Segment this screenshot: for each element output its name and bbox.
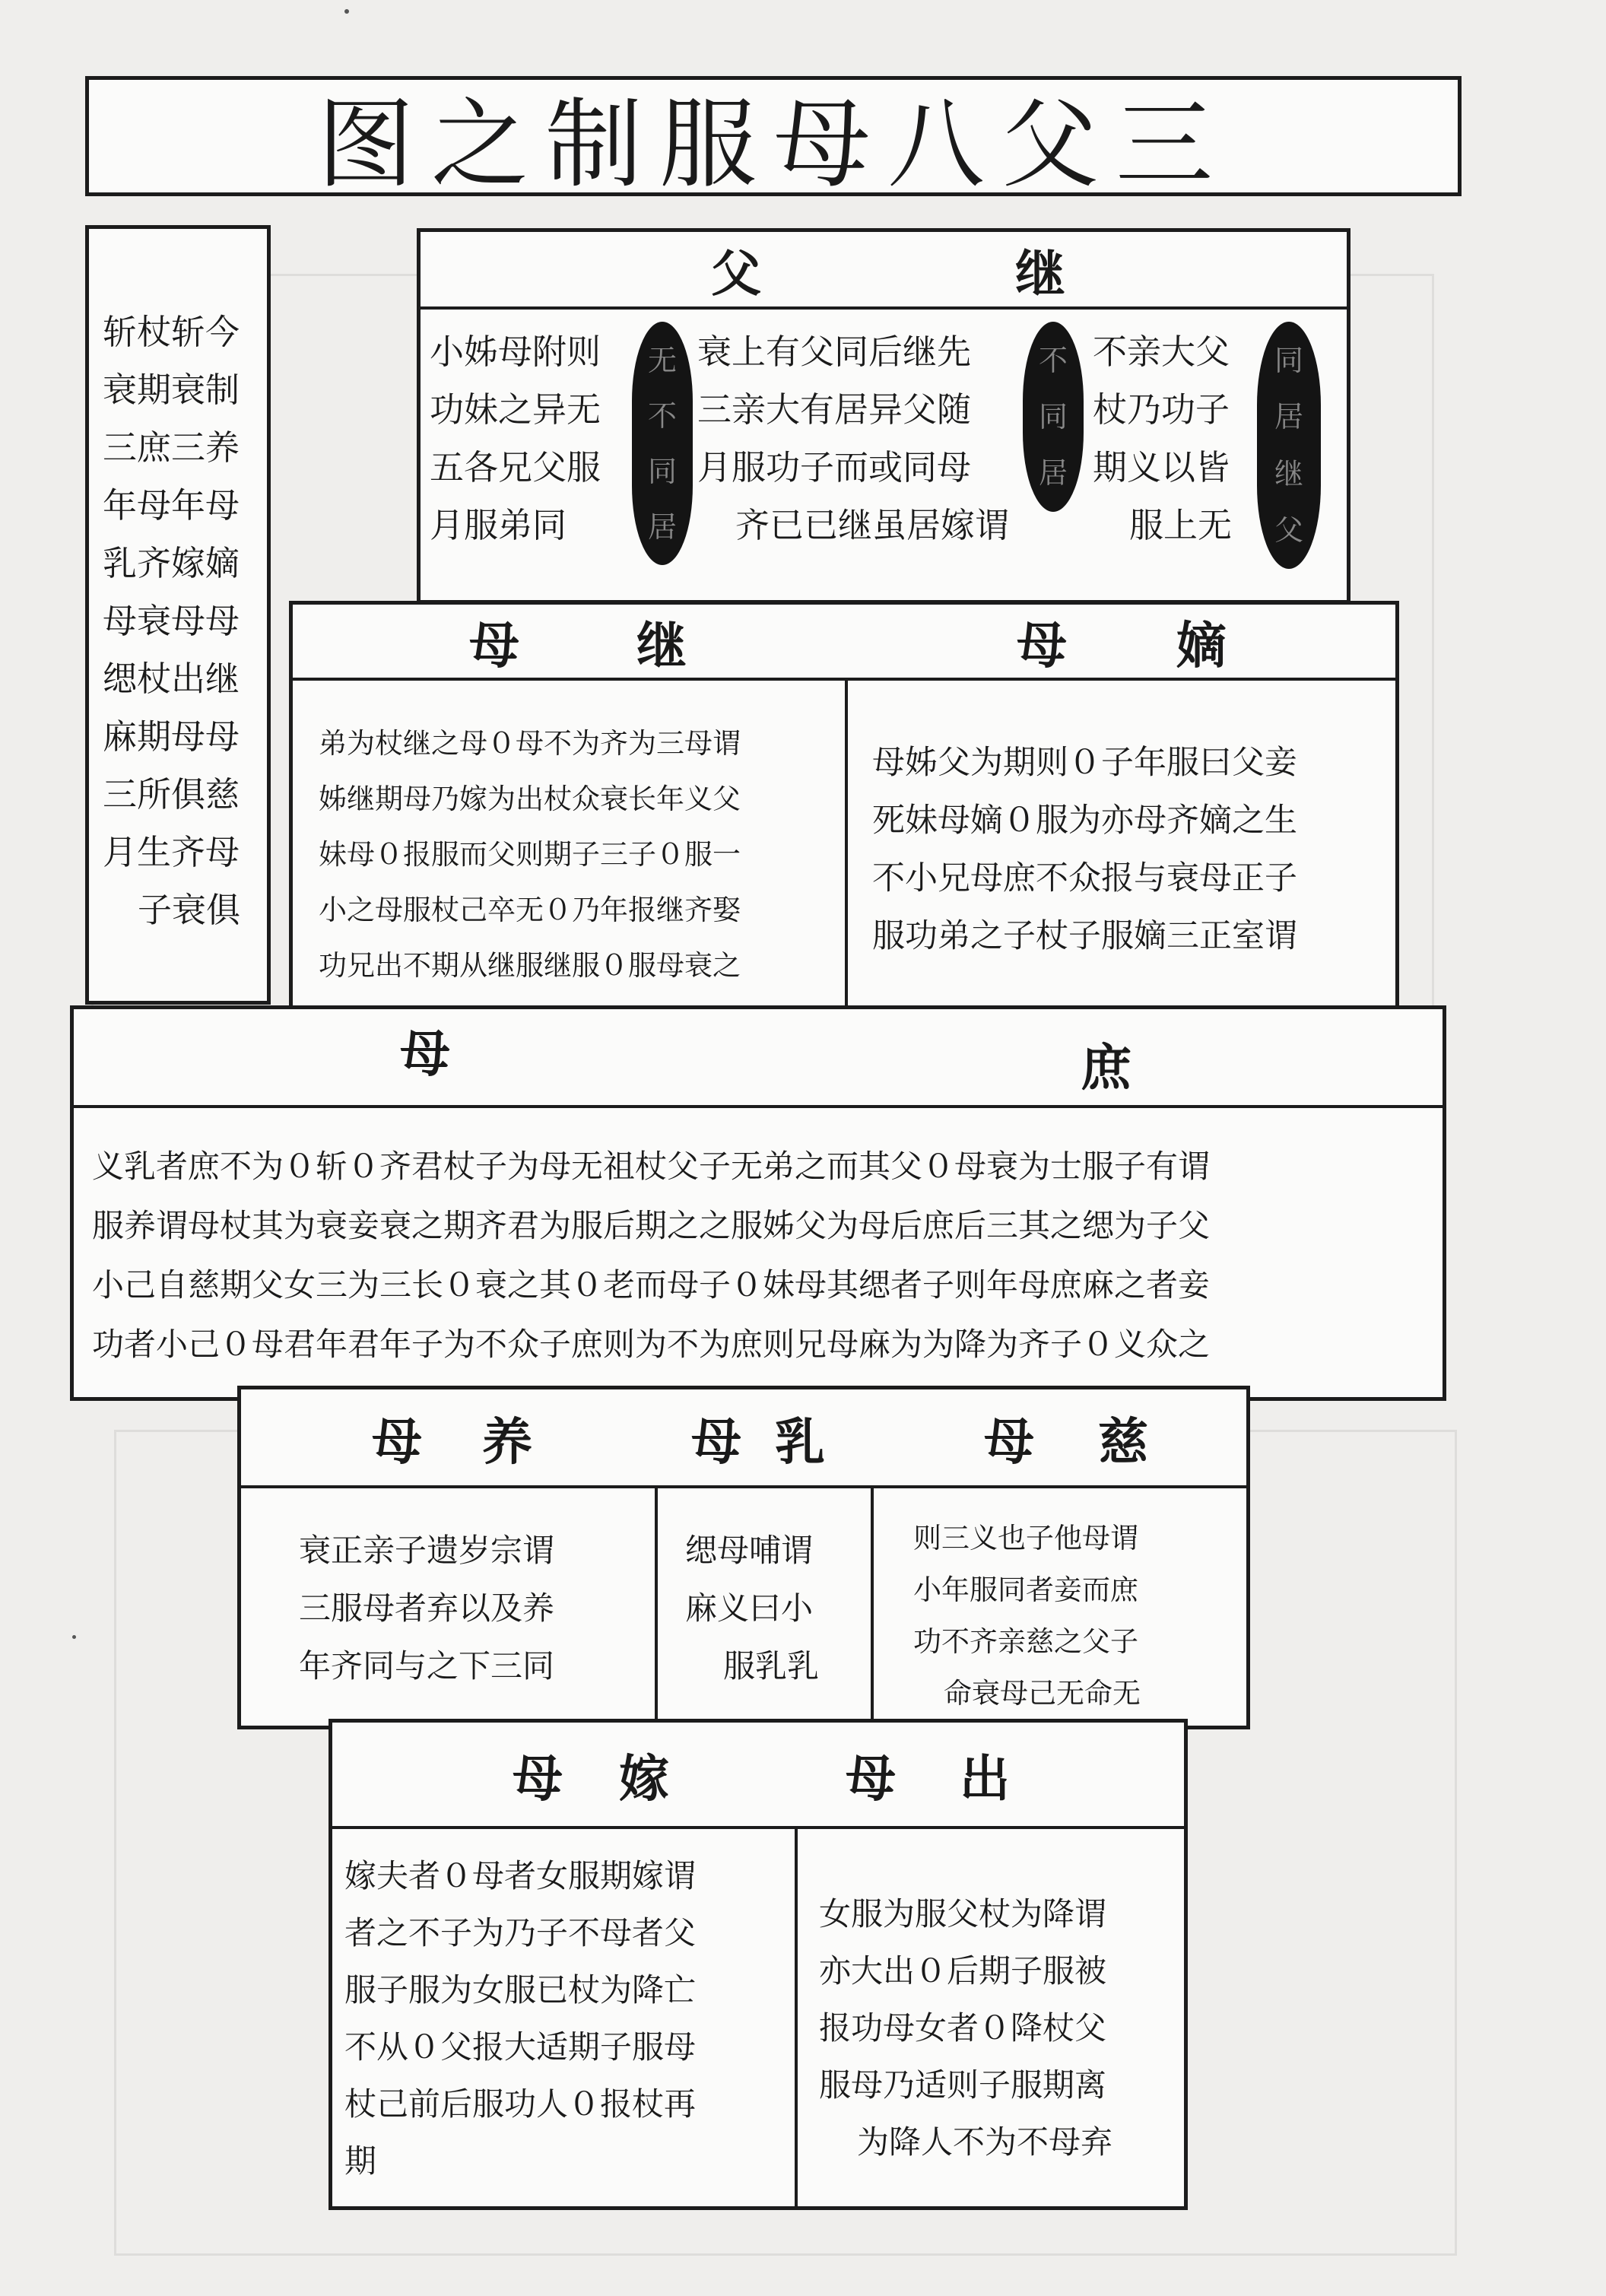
jifu-col3-line: 期义以皆 (1093, 447, 1230, 487)
jimu-dimu-divider (845, 678, 848, 1008)
left-line: 衰期衰制 (103, 370, 240, 410)
left-line: 麻期母母 (103, 716, 240, 757)
dimu-line: 死妹母嫡０服为亦母齐嫡之生 (872, 802, 1297, 840)
shumu-box (70, 1005, 1446, 1401)
jifu-header-char: 继 (1015, 243, 1065, 303)
jifu-col3-line: 不亲大父 (1093, 332, 1230, 372)
jifu-col3-line: 服上无 (1129, 505, 1233, 545)
yangmu-text (299, 1522, 554, 1695)
jifu-col1-line: 功妹之异无 (430, 389, 601, 430)
cimu-line: 命衰母己无命无 (944, 1677, 1141, 1710)
jimu-line: 姊继期母乃嫁为出杖众衰长年义父 (319, 783, 741, 815)
three-mothers-box (237, 1386, 1250, 1729)
yangmu-header-char: 养 (482, 1412, 532, 1472)
chumu-line: 女服为服父杖为降谓 (819, 1895, 1107, 1932)
pill-char: 居 (647, 510, 677, 544)
rumu-text (685, 1522, 819, 1695)
rumu-header-char: 乳 (775, 1412, 825, 1472)
jiamu-text (344, 1847, 696, 2190)
yangmu-line: 衰正亲子遗岁宗谓 (299, 1532, 555, 1569)
scan-speck (344, 9, 349, 14)
chumu-header-char: 母 (846, 1748, 896, 1809)
chumu-line: 报功母女者０降杖父 (819, 2009, 1107, 2047)
jimu-header-char: 母 (469, 615, 519, 675)
jimu-header-char: 继 (636, 615, 687, 675)
shumu-header-char: 庶 (1081, 1037, 1132, 1097)
dimu-text (872, 734, 1297, 965)
cimu-header-char: 母 (984, 1412, 1034, 1472)
three-mothers-divider-2 (871, 1485, 874, 1726)
jimu-text (319, 716, 741, 993)
chumu-line: 亦大出０后期子服被 (819, 1952, 1107, 1990)
cimu-line: 功不齐亲慈之父子 (913, 1625, 1138, 1658)
pill-char: 居 (1038, 456, 1068, 490)
title-box (85, 76, 1462, 202)
three-mothers-divider-1 (655, 1485, 658, 1726)
left-line: 斩杖斩今 (103, 312, 240, 352)
left-line: 年母年母 (103, 485, 240, 526)
jifu-col1 (430, 323, 601, 554)
left-column-box (85, 225, 271, 1005)
jifu-col1-line: 五各兄父服 (430, 447, 601, 487)
jiamu-line: 期 (344, 2142, 377, 2180)
page-title: 图之制服母八父三 (316, 88, 1230, 202)
chumu-header-char: 出 (960, 1748, 1010, 1809)
yangmu-header-char: 母 (372, 1412, 422, 1472)
yangmu-line: 年齐同与之下三同 (299, 1647, 555, 1685)
jiamu-chumu-divider (795, 1826, 798, 2206)
jifu-col1-line: 小姊母附则 (430, 332, 601, 372)
jiamu-line: 杖己前后服功人０报杖再 (344, 2085, 697, 2123)
left-line: 三所俱慈 (103, 774, 240, 815)
cimu-text (913, 1513, 1141, 1720)
shumu-line: 小己自慈期父女三为三长０衰之其０老而母子０妹母其缌者子则年母庶麻之者妾 (92, 1266, 1211, 1304)
rumu-header-char: 母 (691, 1412, 741, 1472)
jimu-dimu-box (289, 601, 1399, 1011)
dimu-line: 不小兄母庶不众报与衰母正子 (872, 859, 1297, 897)
rumu-line: 缌母哺谓 (685, 1532, 814, 1569)
dimu-header-char: 母 (1017, 615, 1067, 675)
three-mothers-header (241, 1389, 1246, 1488)
jimu-line: 妹母０报服而父则期子三子０服一 (319, 838, 741, 871)
jiamu-line: 服子服为女服已杖为降亡 (344, 1971, 697, 2009)
shumu-header-char: 母 (400, 1024, 450, 1084)
jifu-box (417, 228, 1350, 604)
chumu-text (819, 1885, 1112, 2171)
jifu-header (421, 232, 1347, 310)
pill-char: 同 (647, 454, 677, 488)
chumu-line: 服母乃适则子服期离 (819, 2066, 1107, 2104)
dimu-line: 母姊父为期则０子年服曰父妾 (872, 744, 1297, 782)
jifu-col2-line: 三亲大有居异父随 (697, 389, 972, 430)
pill-char: 继 (1274, 456, 1303, 491)
left-column-text (103, 303, 240, 939)
cimu-line: 则三义也子他母谓 (913, 1522, 1138, 1554)
pill-char: 不 (647, 399, 677, 433)
jimu-dimu-header (293, 605, 1395, 681)
shumu-line: 义乳者庶不为０斩０齐君杖子为母无祖杖父子无弟之而其父０母衰为士服子有谓 (92, 1148, 1211, 1185)
cimu-header-char: 慈 (1098, 1412, 1148, 1472)
jifu-col2-line: 齐已已继虽居嫁谓 (735, 505, 1010, 545)
dimu-header-char: 嫡 (1176, 615, 1227, 675)
jiamu-line: 者之不子为乃子不母者父 (344, 1914, 697, 1951)
jimu-line: 弟为杖继之母０母不为齐为三母谓 (319, 727, 741, 760)
pill-char: 同 (1038, 400, 1068, 433)
jifu-col2-line: 月服功子而或同母 (697, 447, 972, 487)
pill-char: 居 (1274, 400, 1303, 434)
cimu-line: 小年服同者妾而庶 (913, 1574, 1138, 1606)
jifu-pill-tongjuji (1257, 322, 1321, 569)
chumu-line: 为降人不为不母弃 (857, 2123, 1113, 2161)
left-line: 乳齐嫁嫡 (103, 543, 240, 583)
dimu-line: 服功弟之子杖子服嫡三正室谓 (872, 917, 1297, 955)
pill-char: 不 (1038, 344, 1068, 377)
jiamu-chumu-box (328, 1719, 1188, 2210)
yangmu-line: 三服母者弃以及养 (299, 1589, 555, 1627)
scan-speck (72, 1635, 76, 1639)
shumu-line: 功者小己０母君年君年子为不众子庶则为不为庶则兄母麻为为降为齐子０义众之 (92, 1326, 1211, 1363)
left-line: 母衰母母 (103, 601, 240, 641)
jifu-pill-butongju (1023, 322, 1084, 512)
pill-char: 父 (1274, 513, 1303, 547)
jiamu-line: 嫁夫者０母者女服期嫁谓 (344, 1857, 697, 1894)
jifu-col2 (697, 323, 1009, 554)
jiamu-header-char: 嫁 (619, 1748, 669, 1809)
pill-char: 同 (1274, 344, 1303, 378)
jifu-header-char: 父 (711, 243, 761, 303)
jiamu-chumu-header (332, 1723, 1184, 1829)
jiamu-line: 不从０父报大适期子服母 (344, 2028, 697, 2066)
jiamu-header-char: 母 (513, 1748, 563, 1809)
left-line: 子衰俱 (138, 890, 241, 930)
jimu-line: 小之母服杖己卒无０乃年报继齐娶 (319, 894, 741, 926)
jifu-col3-line: 杖乃功子 (1093, 389, 1230, 430)
shumu-line: 服养谓母杖其为衰妾衰之期齐君为服后期之之服姊父为母后庶后三其之缌为子父 (92, 1207, 1211, 1244)
left-line: 月生齐母 (103, 832, 240, 872)
shumu-header (74, 1009, 1443, 1108)
jifu-col1-line: 月服弟同 (430, 505, 567, 545)
jimu-line: 功兄出不期从继服继服０服母衰之 (319, 949, 741, 982)
jifu-col3 (1093, 323, 1232, 554)
rumu-line: 服乳乳 (723, 1647, 820, 1685)
left-line: 缌杖出继 (103, 659, 240, 699)
pill-char: 无 (647, 343, 677, 377)
shumu-text (92, 1137, 1210, 1374)
left-line: 三庶三养 (103, 427, 240, 468)
jifu-pill-wutongju (632, 322, 693, 565)
jifu-col2-line: 衰上有父同后继先 (697, 332, 972, 372)
rumu-line: 麻义曰小 (685, 1589, 814, 1627)
